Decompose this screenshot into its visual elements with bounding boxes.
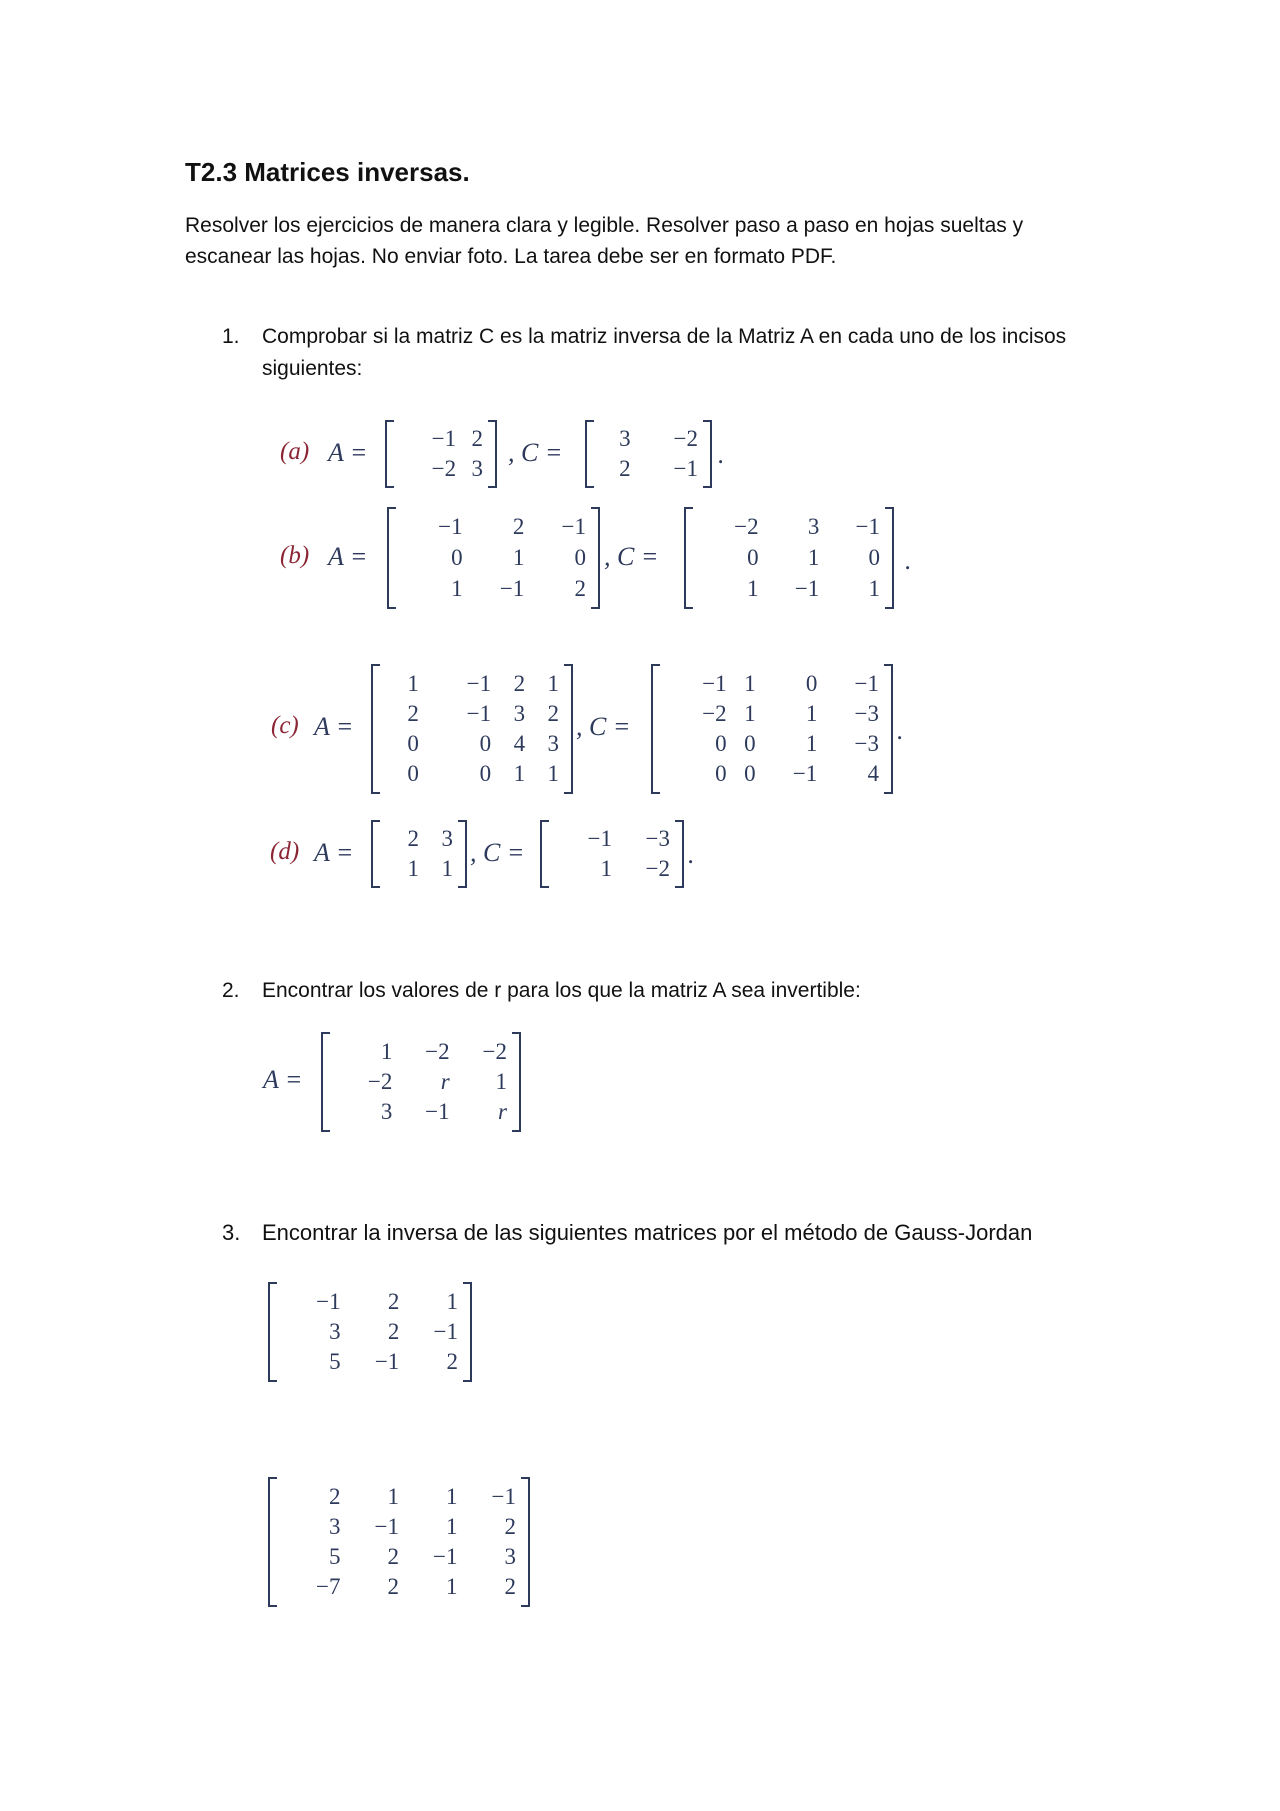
item-a-A-eq: A = (328, 438, 368, 467)
matrix-row (282, 1317, 458, 1347)
left-bracket (585, 420, 594, 488)
q3-text: Encontrar la inversa de las siguientes matrices por el método de Gauss-Jordan (262, 1220, 1033, 1245)
item-c-period: . (897, 716, 904, 745)
matrix-entry: 1 (407, 856, 419, 881)
matrix-entry: −1 (794, 576, 820, 601)
matrix-entry: 3 (441, 826, 453, 851)
matrix-entry: 5 (329, 1544, 341, 1569)
matrix-entry: 1 (495, 1069, 507, 1094)
item-b-matrix-C (684, 507, 894, 609)
left-bracket (371, 664, 380, 794)
matrix-row (698, 573, 880, 604)
matrix-row (385, 824, 453, 854)
matrix-entry: 1 (446, 1484, 458, 1509)
matrix-entry: 2 (407, 826, 419, 851)
matrix-entry: 1 (512, 545, 525, 570)
matrix-entry: 1 (407, 671, 419, 696)
left-bracket (385, 420, 394, 488)
matrix-entries (385, 669, 559, 789)
matrix-entry: 1 (547, 761, 559, 786)
item-a-C-eq: , C = (508, 438, 563, 467)
matrix-entry: 4 (513, 731, 526, 756)
matrix-entry: 1 (744, 701, 756, 726)
right-bracket (564, 664, 573, 794)
item-d-A-eq: A = (314, 838, 354, 867)
item-d-label: (d) (270, 838, 300, 865)
matrix-row (282, 1287, 458, 1317)
matrix-entry: 2 (574, 576, 586, 601)
matrix-row (282, 1572, 516, 1602)
matrix-entry: 1 (868, 576, 880, 601)
item-c-A-eq: A = (314, 712, 354, 741)
matrix-row (665, 729, 879, 759)
matrix-entry: −1 (466, 671, 492, 696)
matrix-row (399, 424, 483, 454)
matrix-entry: 1 (547, 671, 559, 696)
right-bracket (488, 420, 497, 488)
matrix-entry: 1 (744, 671, 756, 696)
matrix-entry: −1 (792, 761, 818, 786)
matrix-entry: 1 (805, 701, 818, 726)
matrix-entry: 0 (479, 731, 492, 756)
matrix-row (698, 542, 880, 573)
matrix-entry: −1 (433, 1544, 458, 1569)
matrix-entry: 3 (329, 1319, 341, 1344)
matrix-entry: 2 (407, 701, 419, 726)
matrix-entry: 1 (446, 1289, 458, 1314)
matrix-entry: −1 (431, 426, 457, 451)
page-title: T2.3 Matrices inversas. (185, 157, 470, 187)
right-bracket (885, 507, 894, 609)
item-c-matrix-A (371, 664, 573, 794)
matrix-entry: −1 (499, 576, 525, 601)
matrix-entry: 1 (805, 731, 818, 756)
matrix-entry: −7 (316, 1574, 341, 1599)
matrix-row (554, 824, 670, 854)
matrix-entry: 3 (547, 731, 559, 756)
matrix-entries (401, 511, 586, 604)
matrix-entry: 2 (619, 456, 631, 481)
right-bracket (591, 507, 600, 609)
matrix-entry: 1 (747, 576, 759, 601)
matrix-row (385, 669, 559, 699)
matrix-entry: 1 (600, 856, 612, 881)
matrix-entry: 1 (446, 1574, 458, 1599)
matrix-entry: 3 (807, 514, 820, 539)
matrix-entry: 0 (574, 545, 586, 570)
matrix-row (401, 573, 586, 604)
q3-line (222, 1217, 1032, 1249)
matrix-row (399, 454, 483, 484)
q2-matrix-A (321, 1032, 521, 1132)
q2-line (222, 975, 861, 1007)
matrix-row (385, 729, 559, 759)
right-bracket (521, 1477, 530, 1607)
matrix-entry: 2 (512, 514, 525, 539)
matrix-entries (335, 1037, 507, 1127)
matrix-entries (665, 669, 879, 789)
item-b-matrix-A (387, 507, 600, 609)
q1-text-1: Comprobar si la matriz C es la matriz inversa de la Matriz A en cada uno de los incisos (262, 325, 1067, 348)
matrix-entry: −1 (374, 1349, 400, 1374)
matrix-entry: 2 (504, 1514, 516, 1539)
q2-A-eq: A = (263, 1065, 303, 1094)
matrix-entries (385, 824, 453, 884)
matrix-entry: 3 (471, 456, 483, 481)
matrix-entry: −1 (438, 514, 463, 539)
intro-line-1: Resolver los ejercicios de manera clara y legible. Resolver paso a paso en hojas sueltas y (185, 214, 1024, 237)
item-d-C-eq: , C = (470, 838, 525, 867)
matrix-row (282, 1347, 458, 1377)
item-a-matrix-A (385, 420, 497, 488)
matrix-entry: 0 (451, 545, 463, 570)
matrix-entry: 2 (387, 1544, 399, 1569)
right-bracket (703, 420, 712, 488)
matrix-entry: −2 (425, 1039, 450, 1064)
matrix-entry: −2 (482, 1039, 507, 1064)
matrix-row (282, 1482, 516, 1512)
item-a-matrix-C (585, 420, 712, 488)
matrix-row (665, 699, 879, 729)
matrix-entry: 1 (387, 1484, 399, 1509)
matrix-entries (554, 824, 670, 884)
matrix-entry: −2 (431, 456, 457, 481)
matrix-entry: 2 (387, 1574, 399, 1599)
item-c-matrix-C (651, 664, 893, 794)
item-d-matrix-A (371, 820, 467, 888)
matrix-row (401, 511, 586, 542)
matrix-entry: −2 (734, 514, 759, 539)
item-d-matrix-C (540, 820, 684, 888)
item-b-C-eq: , C = (604, 542, 659, 571)
left-bracket (540, 820, 549, 888)
matrix-entry: 3 (513, 701, 526, 726)
matrix-entry: −1 (491, 1484, 516, 1509)
matrix-row (282, 1512, 516, 1542)
matrix-row (335, 1097, 507, 1127)
matrix-row (599, 424, 698, 454)
matrix-row (385, 699, 559, 729)
matrix-entry: 3 (504, 1544, 516, 1569)
item-b-label: (b) (280, 542, 310, 569)
q3-matrix-2 (268, 1477, 530, 1607)
matrix-entries (698, 511, 880, 604)
matrix-entry: −1 (466, 701, 492, 726)
left-bracket (268, 1282, 277, 1382)
item-b-A-eq: A = (328, 542, 368, 571)
q1-line-2: siguientes: (262, 357, 363, 380)
q3-number: 3. (222, 1220, 241, 1245)
matrix-entry: 2 (387, 1319, 400, 1344)
right-bracket (458, 820, 467, 888)
q1-number: 1. (222, 325, 240, 348)
left-bracket (371, 820, 380, 888)
matrix-row (554, 854, 670, 884)
matrix-entry: −3 (854, 731, 879, 756)
matrix-row (385, 854, 453, 884)
right-bracket (884, 664, 893, 794)
matrix-entry: −1 (425, 1099, 450, 1124)
matrix-entry: 2 (329, 1484, 341, 1509)
matrix-entries (282, 1482, 516, 1602)
matrix-entry: 2 (446, 1349, 458, 1374)
left-bracket (387, 507, 396, 609)
item-a-label: (a) (280, 438, 310, 465)
matrix-entry: 0 (868, 545, 880, 570)
item-c-label: (c) (271, 712, 299, 739)
item-a-period: . (718, 440, 725, 469)
q3-matrix-1 (268, 1282, 472, 1382)
item-b-period: . (905, 546, 912, 575)
matrix-entry: 2 (387, 1289, 400, 1314)
matrix-entry: −1 (316, 1289, 341, 1314)
matrix-entry: 0 (407, 761, 419, 786)
matrix-entry: 2 (471, 426, 483, 451)
matrix-entries (282, 1287, 458, 1377)
matrix-entry: r (498, 1099, 507, 1124)
q2-number: 2. (222, 979, 240, 1002)
matrix-entry: 5 (329, 1349, 341, 1374)
matrix-entry: 0 (407, 731, 419, 756)
matrix-entry: 1 (807, 545, 820, 570)
right-bracket (675, 820, 684, 888)
right-bracket (463, 1282, 472, 1382)
matrix-entry: 1 (513, 761, 526, 786)
matrix-entry: r (440, 1069, 450, 1094)
intro-line-2: escanear las hojas. No enviar foto. La tarea debe ser en formato PDF. (185, 245, 837, 268)
matrix-entry: −1 (854, 671, 879, 696)
matrix-row (401, 542, 586, 573)
matrix-entry: −1 (433, 1319, 458, 1344)
item-d-period: . (688, 840, 695, 869)
left-bracket (321, 1032, 330, 1132)
matrix-entry: 1 (446, 1514, 458, 1539)
q2-text: Encontrar los valores de r para los que la matriz A sea invertible: (262, 979, 861, 1002)
matrix-row (385, 759, 559, 789)
matrix-entry: 2 (513, 671, 526, 696)
item-c-C-eq: , C = (576, 712, 631, 741)
matrix-entry: 1 (451, 576, 463, 601)
matrix-entry: 0 (805, 671, 818, 696)
matrix-entry: 0 (744, 731, 756, 756)
matrix-entry: 3 (619, 426, 631, 451)
matrix-entry: 3 (380, 1099, 393, 1124)
matrix-entry: 0 (744, 761, 756, 786)
matrix-entry: 0 (479, 761, 492, 786)
matrix-entry: −1 (561, 514, 586, 539)
matrix-entry: 2 (504, 1574, 516, 1599)
matrix-row (698, 511, 880, 542)
left-bracket (651, 664, 660, 794)
matrix-entry: −1 (855, 514, 880, 539)
matrix-row (282, 1542, 516, 1572)
matrix-row (335, 1037, 507, 1067)
matrix-entry: 2 (547, 701, 559, 726)
matrix-entry: −2 (367, 1069, 393, 1094)
matrix-entries (599, 424, 698, 484)
matrix-entry: −1 (374, 1514, 399, 1539)
matrix-entry: 4 (867, 761, 879, 786)
matrix-entry: −1 (673, 456, 698, 481)
left-bracket (268, 1477, 277, 1607)
q1-line-1 (222, 321, 1066, 353)
matrix-row (335, 1067, 507, 1097)
matrix-entry: −1 (587, 826, 612, 851)
matrix-entry: −2 (673, 426, 698, 451)
matrix-entry: −2 (645, 856, 670, 881)
matrix-entry: −3 (645, 826, 670, 851)
matrix-entry: 1 (380, 1039, 393, 1064)
matrix-entry: −2 (702, 701, 727, 726)
left-bracket (684, 507, 693, 609)
matrix-entry: −1 (702, 671, 727, 696)
right-bracket (512, 1032, 521, 1132)
matrix-row (665, 759, 879, 789)
matrix-entry: 3 (329, 1514, 341, 1539)
matrix-entry: 0 (715, 731, 727, 756)
matrix-entry: 0 (715, 761, 727, 786)
matrix-entry: 1 (441, 856, 453, 881)
matrix-entry: −3 (854, 701, 879, 726)
matrix-row (599, 454, 698, 484)
matrix-entries (399, 424, 483, 484)
matrix-entry: 0 (747, 545, 759, 570)
matrix-row (665, 669, 879, 699)
